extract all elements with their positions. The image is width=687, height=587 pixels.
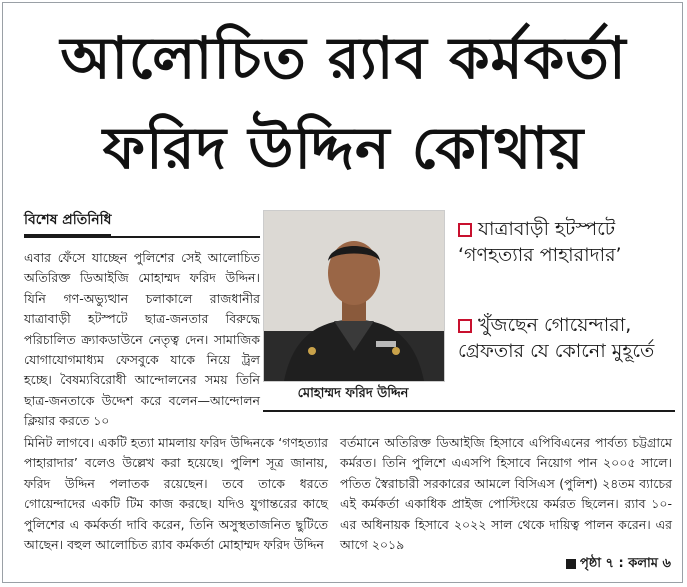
article-paragraph: বর্তমানে অতিরিক্ত ডিআইজি হিসাবে এপিবিএনের পার্বত্য চট্টগ্রামে কর্মরত। তিনি পুলিশে এএসপি হিসাবে নিয়োগ পান ২০০৫ সালে। পতিত স্বৈরাচারী সরকারের আমলে বিসিএস (পুলিশ) ২৪তম ব্যাচের এই কর্মকর্তা একাধিক প্রাইজ পোস্টিংয়ে কর্মরত ছিলেন। র‍্যাব ১০-এর অধিনায়ক হিসাবে ২০২২ সাল থেকে দায়িত্ব পালন করেন। এর আগে ২০১৯ — [340, 435, 672, 553]
page-reference — [566, 554, 671, 575]
byline-divider — [24, 236, 260, 238]
photo-caption: মোহাম্মদ ফরিদ উদ্দিন — [297, 386, 409, 401]
bullet-text: যাত্রাবাড়ী হটস্পটে ‘গণহত্যার পাহারাদার’ — [458, 218, 622, 266]
officer-portrait-image — [264, 211, 444, 381]
red-square-icon — [458, 319, 472, 333]
article-column-bottom-left — [24, 433, 328, 555]
highlight-bullet-2 — [458, 312, 678, 364]
article-paragraph: মিনিট লাগবে। একটি হত্যা মামলায় ফরিদ উদ্দিনকে ‘গণহত্যার পাহারাদার’ বলেও উল্লেখ করা হয়েছে। পুলিশ সূত্র জানায়, ফরিদ উদ্দিন পলাতক রয়েছেন। তবে তাকে ধরতে গোয়েন্দাদের একটি টিম কাজ করছে। যদিও যুগান্তরের কাছে পুলিশের এ কর্মকর্তা দাবি করেন, তিনি অসুস্থতাজনিত ছুটিতে আছেন। বহুল আলোচিত র‍্যাব কর্মকর্তা মোহাম্মদ ফরিদ উদ্দিন — [24, 435, 328, 553]
page-reference-text: পৃষ্ঠা ৭ : কলাম ৬ — [579, 556, 671, 571]
article-paragraph: এবার ফেঁসে যাচ্ছেন পুলিশের সেই আলোচিত অতিরিক্ত ডিআইজি মোহাম্মদ ফরিদ উদ্দিন। যিনি গণ-অভ্যুত্থান চলাকালে রাজধানীর যাত্রাবাড়ী হটস্পটে ছাত্র-জনতার বিরুদ্ধে পরিচালিত ক্র্যাকডাউনে নেতৃত্ব দেন। সামাজিক যোগাযোগমাধ্যম ফেসবুকে যাকে নিয়ে ট্রল হচ্ছে। বৈষম্যবিরোধী আন্দোলনের সময় তিনি ছাত্র-জনতাকে উদ্দেশ করে বলেন—আন্দোলন ক্লিয়ার করতে ১০ — [24, 250, 260, 429]
byline: বিশেষ প্রতিনিধি — [24, 208, 111, 236]
article-column-1 — [24, 248, 260, 432]
bullet-text: খুঁজছেন গোয়েন্দারা, গ্রেফতার যে কোনো মুহূর্তে — [458, 314, 655, 362]
black-square-icon — [566, 559, 576, 569]
article-column-right — [340, 433, 672, 555]
section-divider — [263, 410, 675, 412]
highlight-bullet-1 — [458, 216, 678, 268]
officer-photo — [263, 210, 445, 382]
red-square-icon — [458, 223, 472, 237]
headline-line-2: ফরিদ উদ্দিন কোথায় — [102, 114, 585, 182]
headline-line-1: আলোচিত র‍্যাব কর্মকর্তা — [60, 24, 627, 92]
